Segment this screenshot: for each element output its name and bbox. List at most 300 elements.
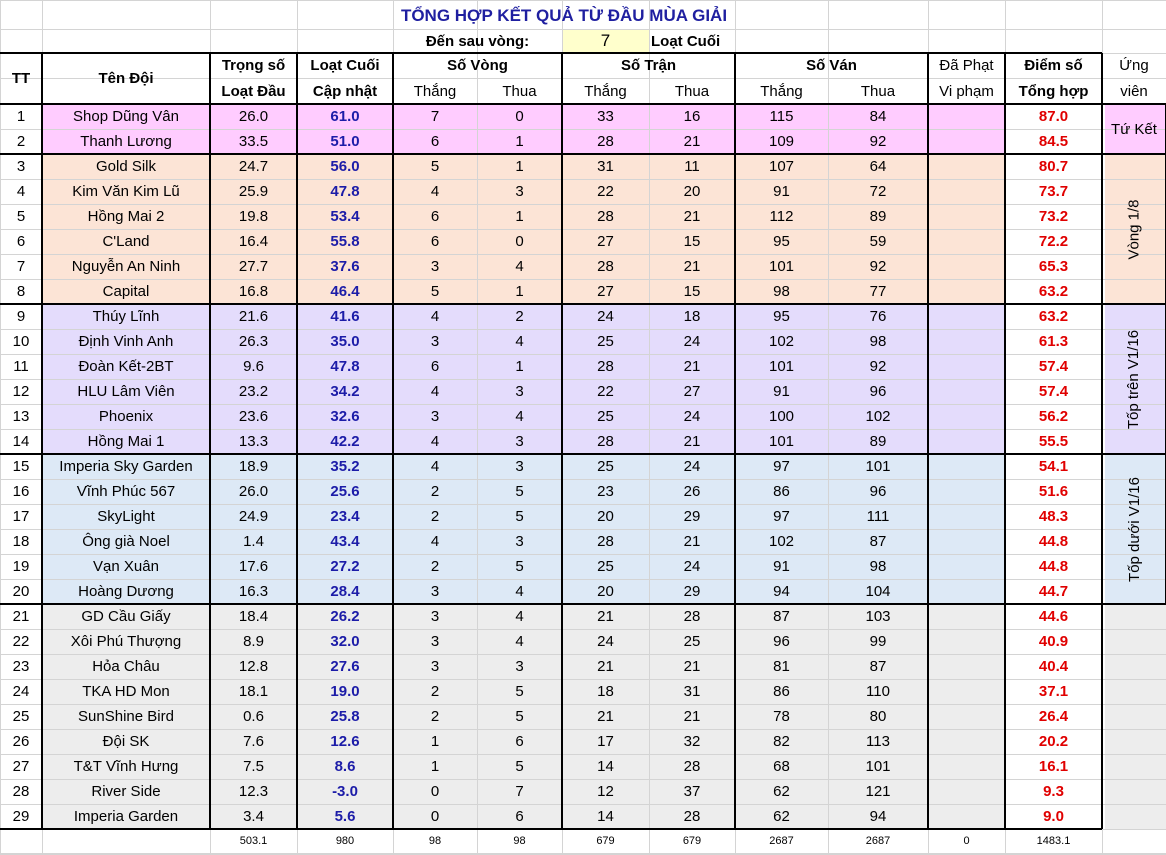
rounds-loss-cell: 1 — [515, 358, 524, 375]
games-loss-cell: 89 — [869, 433, 887, 450]
rounds-win-cell: 1 — [430, 758, 440, 775]
games-win-cell: 102 — [768, 533, 795, 550]
matches-win-cell: 33 — [597, 108, 614, 125]
penalty-cell — [928, 129, 1005, 154]
matches-win-cell: 20 — [597, 508, 614, 525]
rounds-win-cell: 2 — [430, 708, 440, 725]
matches-loss-cell: 11 — [684, 158, 700, 175]
rounds-win-cell: 2 — [430, 508, 440, 525]
last-stage-cell: 5.6 — [334, 808, 356, 825]
score-header-line2: Tổng hợp — [1018, 82, 1089, 100]
matches-loss-cell: 29 — [683, 583, 701, 600]
penalty-cell — [928, 229, 1005, 254]
loss-subheader: Thua — [860, 82, 896, 100]
score-cell: 87.0 — [1038, 108, 1069, 125]
last-stage-cell: 37.6 — [330, 258, 360, 275]
candidate-header-line1: Ứng — [1119, 57, 1149, 74]
matches-win-cell: 21 — [597, 658, 614, 675]
rounds-win-cell: 4 — [430, 533, 440, 550]
weight-cell: 12.3 — [238, 783, 269, 800]
rounds-loss-cell: 0 — [515, 108, 524, 125]
weight-cell: 9.6 — [243, 358, 264, 375]
total-last-stage-cell: 980 — [335, 835, 355, 847]
penalty-cell — [928, 504, 1005, 529]
rounds-win-cell: 4 — [430, 458, 440, 475]
total-penalty-cell: 0 — [963, 835, 970, 847]
team-name-cell: Đội SK — [102, 733, 150, 750]
score-header-line1: Điểm số — [1024, 57, 1083, 74]
tt-cell: 22 — [12, 633, 30, 650]
games-loss-cell: 92 — [869, 258, 887, 275]
penalty-cell — [928, 204, 1005, 229]
games-loss-cell: 98 — [869, 333, 887, 350]
rounds-win-cell: 5 — [430, 158, 440, 175]
games-win-cell: 107 — [768, 158, 795, 175]
games-loss-cell: 121 — [865, 783, 891, 800]
last-stage-cell: 26.2 — [330, 608, 360, 625]
rounds-loss-cell: 7 — [515, 783, 524, 800]
tt-cell: 27 — [12, 758, 30, 775]
games-loss-cell: 101 — [865, 458, 891, 475]
matches-loss-cell: 16 — [683, 108, 701, 125]
matches-win-cell: 25 — [597, 408, 614, 425]
matches-loss-cell: 18 — [683, 308, 701, 325]
games-loss-cell: 64 — [869, 158, 887, 175]
penalty-cell — [928, 779, 1005, 804]
rounds-loss-cell: 5 — [515, 483, 524, 500]
page-title: TỔNG HỢP KẾT QUẢ TỪ ĐẦU MÙA GIẢI — [400, 5, 728, 25]
team-name-cell: Capital — [102, 283, 150, 300]
games-win-cell: 96 — [773, 633, 790, 650]
games-loss-cell: 84 — [869, 108, 887, 125]
rounds-win-cell: 4 — [430, 433, 440, 450]
games-win-cell: 100 — [768, 408, 795, 425]
penalty-cell — [928, 104, 1005, 129]
weight-cell: 26.0 — [238, 108, 269, 125]
last-stage-cell: 28.4 — [330, 583, 360, 600]
games-loss-cell: 80 — [869, 708, 887, 725]
weight-cell: 0.6 — [243, 708, 264, 725]
score-cell: 20.2 — [1038, 733, 1069, 750]
score-cell: 16.1 — [1038, 758, 1069, 775]
tt-cell: 6 — [16, 233, 26, 250]
weight-cell: 3.4 — [243, 808, 264, 825]
matches-header: Số Trận — [620, 57, 676, 74]
matches-win-cell: 28 — [597, 433, 614, 450]
total-rounds-loss-cell: 98 — [513, 835, 526, 847]
games-win-cell: 101 — [768, 433, 795, 450]
rounds-win-cell: 3 — [430, 608, 440, 625]
weight-cell: 21.6 — [238, 308, 269, 325]
games-win-cell: 115 — [769, 108, 794, 125]
games-win-cell: 86 — [773, 683, 790, 700]
score-cell: 73.2 — [1038, 208, 1069, 225]
games-win-cell: 86 — [773, 483, 790, 500]
matches-win-cell: 28 — [597, 258, 614, 275]
rounds-header: Số Vòng — [447, 57, 508, 74]
last-stage-cell: 12.6 — [330, 733, 360, 750]
last-stage-cell: 23.4 — [330, 508, 360, 525]
grid-hline — [0, 0, 1166, 1]
penalty-cell — [928, 579, 1005, 604]
tt-cell: 1 — [16, 108, 26, 125]
last-stage-cell: 32.6 — [330, 408, 360, 425]
penalty-cell — [928, 629, 1005, 654]
team-name-cell: HLU Lâm Viên — [77, 383, 175, 400]
tt-cell: 19 — [12, 558, 30, 575]
tt-cell: 11 — [13, 358, 29, 375]
matches-loss-cell: 21 — [683, 533, 701, 550]
team-name-cell: Shop Dũng Vân — [73, 108, 179, 125]
last-stage-cell: -3.0 — [332, 783, 358, 800]
last-stage-cell: 19.0 — [330, 683, 360, 700]
games-win-cell: 95 — [773, 308, 790, 325]
rounds-win-cell: 0 — [430, 808, 440, 825]
team-name-cell: Thúy Lĩnh — [92, 308, 160, 325]
last-stage-cell: 25.6 — [330, 483, 360, 500]
weight-cell: 7.5 — [243, 758, 264, 775]
score-cell: 26.4 — [1038, 708, 1069, 725]
score-cell: 48.3 — [1038, 508, 1069, 525]
last-stage-cell: 35.2 — [330, 458, 360, 475]
games-loss-cell: 87 — [869, 533, 887, 550]
weight-cell: 12.8 — [238, 658, 269, 675]
games-loss-cell: 98 — [869, 558, 887, 575]
penalty-cell — [928, 154, 1005, 179]
games-header: Số Ván — [806, 57, 857, 74]
score-cell: 44.6 — [1038, 608, 1069, 625]
round-value: 7 — [600, 31, 611, 50]
matches-loss-cell: 32 — [683, 733, 701, 750]
matches-win-cell: 12 — [597, 783, 614, 800]
matches-win-cell: 25 — [597, 333, 614, 350]
last-stage-cell: 51.0 — [330, 133, 360, 150]
team-name-cell: Hỏa Châu — [92, 658, 160, 675]
weight-cell: 33.5 — [238, 133, 269, 150]
tt-cell: 28 — [12, 783, 30, 800]
rounds-win-cell: 6 — [430, 133, 440, 150]
matches-win-cell: 25 — [597, 458, 614, 475]
matches-win-cell: 21 — [597, 608, 614, 625]
team-name-cell: Hồng Mai 1 — [87, 433, 165, 450]
games-loss-cell: 89 — [869, 208, 887, 225]
rounds-win-cell: 2 — [430, 558, 440, 575]
penalty-cell — [928, 404, 1005, 429]
penalty-cell — [928, 604, 1005, 629]
team-name-cell: C'Land — [102, 233, 150, 250]
rounds-loss-cell: 1 — [515, 133, 524, 150]
matches-win-cell: 23 — [597, 483, 614, 500]
score-cell: 61.3 — [1038, 333, 1069, 350]
penalty-cell — [928, 329, 1005, 354]
matches-win-cell: 22 — [597, 183, 614, 200]
penalty-cell — [928, 454, 1005, 479]
candidate-group — [1103, 154, 1165, 304]
weight-cell: 18.4 — [238, 608, 269, 625]
games-loss-cell: 101 — [865, 758, 891, 775]
team-name-cell: River Side — [91, 783, 161, 800]
candidate-group-label: Tốp dưới V1/16 — [1125, 476, 1143, 582]
score-cell: 54.1 — [1038, 458, 1069, 475]
matches-win-cell: 24 — [597, 308, 614, 325]
matches-win-cell: 28 — [597, 133, 614, 150]
games-win-cell: 102 — [768, 333, 795, 350]
rounds-win-cell: 3 — [430, 333, 440, 350]
rounds-loss-cell: 1 — [515, 283, 524, 300]
score-cell: 72.2 — [1038, 233, 1069, 250]
score-cell: 65.3 — [1038, 258, 1069, 275]
penalty-cell — [928, 429, 1005, 454]
score-cell: 57.4 — [1038, 358, 1069, 375]
matches-win-cell: 27 — [597, 283, 614, 300]
games-win-cell: 62 — [773, 783, 790, 800]
team-name-cell: Định Vinh Anh — [78, 333, 174, 350]
penalty-cell — [928, 279, 1005, 304]
total-rounds-win-cell: 98 — [428, 835, 442, 847]
penalty-header-line2: Vi phạm — [939, 82, 994, 100]
penalty-cell — [928, 379, 1005, 404]
rounds-win-cell: 3 — [430, 258, 440, 275]
games-win-cell: 101 — [768, 258, 795, 275]
weight-cell: 25.9 — [238, 183, 269, 200]
rounds-win-cell: 3 — [430, 658, 440, 675]
tt-cell: 21 — [12, 608, 30, 625]
games-loss-cell: 72 — [869, 183, 887, 200]
score-cell: 44.8 — [1038, 558, 1069, 575]
games-win-cell: 97 — [773, 508, 790, 525]
tt-cell: 12 — [12, 383, 30, 400]
last-stage-cell: 43.4 — [330, 533, 360, 550]
penalty-cell — [928, 554, 1005, 579]
last-stage-cell: 35.0 — [330, 333, 360, 350]
matches-win-cell: 31 — [597, 158, 614, 175]
penalty-cell — [928, 304, 1005, 329]
rounds-loss-cell: 6 — [515, 733, 524, 750]
matches-win-cell: 14 — [597, 808, 614, 825]
candidate-header-line2: viên — [1120, 82, 1148, 100]
last-stage-cell: 32.0 — [330, 633, 360, 650]
matches-win-cell: 14 — [597, 758, 614, 775]
games-win-cell: 94 — [773, 583, 790, 600]
matches-loss-cell: 15 — [683, 283, 701, 300]
rounds-win-cell: 2 — [430, 683, 440, 700]
last-stage-cell: 55.8 — [330, 233, 360, 250]
win-subheader: Thắng — [584, 82, 627, 100]
rounds-win-cell: 7 — [430, 108, 440, 125]
matches-loss-cell: 21 — [683, 658, 701, 675]
matches-loss-cell: 21 — [683, 258, 701, 275]
games-loss-cell: 102 — [865, 408, 891, 425]
last-stage-cell: 53.4 — [330, 208, 360, 225]
rounds-loss-cell: 5 — [515, 758, 524, 775]
matches-loss-cell: 28 — [683, 808, 701, 825]
matches-loss-cell: 28 — [683, 758, 701, 775]
penalty-cell — [928, 679, 1005, 704]
team-name-cell: Vạn Xuân — [93, 558, 159, 575]
team-name-cell: Đoàn Kết-2BT — [78, 358, 174, 375]
matches-win-cell: 25 — [597, 558, 614, 575]
penalty-cell — [928, 354, 1005, 379]
matches-loss-cell: 21 — [683, 433, 701, 450]
weight-cell: 18.9 — [238, 458, 269, 475]
rounds-loss-cell: 4 — [515, 408, 524, 425]
tt-cell: 4 — [16, 183, 26, 200]
score-cell: 55.5 — [1038, 433, 1069, 450]
rounds-loss-cell: 6 — [515, 808, 524, 825]
tt-cell: 15 — [12, 458, 30, 475]
weight-cell: 24.9 — [238, 508, 269, 525]
matches-loss-cell: 29 — [683, 508, 701, 525]
weight-cell: 17.6 — [238, 558, 269, 575]
tt-cell: 10 — [12, 333, 30, 350]
total-games-loss-cell: 2687 — [865, 835, 891, 847]
matches-loss-cell: 21 — [683, 708, 701, 725]
rounds-loss-cell: 4 — [515, 258, 524, 275]
games-win-cell: 112 — [769, 208, 794, 225]
matches-win-cell: 28 — [597, 533, 614, 550]
win-subheader: Thắng — [760, 82, 803, 100]
tt-cell: 18 — [12, 533, 30, 550]
last-stage-cell: 46.4 — [330, 283, 360, 300]
penalty-cell — [928, 754, 1005, 779]
tt-cell: 9 — [16, 308, 26, 325]
penalty-cell — [928, 254, 1005, 279]
rounds-loss-cell: 5 — [515, 508, 524, 525]
weight-cell: 13.3 — [238, 433, 269, 450]
matches-win-cell: 22 — [597, 383, 614, 400]
weight-cell: 23.6 — [238, 408, 269, 425]
last-stage-cell: 41.6 — [330, 308, 360, 325]
matches-loss-cell: 26 — [683, 483, 701, 500]
games-loss-cell: 92 — [869, 133, 887, 150]
penalty-cell — [928, 179, 1005, 204]
tt-cell: 26 — [12, 733, 30, 750]
tt-cell: 17 — [12, 508, 30, 525]
rounds-loss-cell: 5 — [515, 558, 524, 575]
weight-cell: 8.9 — [243, 633, 264, 650]
win-subheader: Thắng — [413, 82, 457, 100]
rounds-win-cell: 3 — [430, 583, 440, 600]
candidate-group-label: Tứ Kết — [1111, 120, 1157, 138]
team-name-cell: Imperia Sky Garden — [59, 458, 193, 475]
rounds-loss-cell: 3 — [515, 533, 524, 550]
rounds-loss-cell: 3 — [515, 383, 524, 400]
games-win-cell: 109 — [768, 133, 795, 150]
matches-loss-cell: 21 — [683, 133, 701, 150]
tt-cell: 29 — [12, 808, 30, 825]
total-matches-loss-cell: 679 — [682, 835, 702, 847]
rounds-win-cell: 3 — [430, 633, 440, 650]
matches-loss-cell: 25 — [683, 633, 701, 650]
total-weight-cell: 503.1 — [239, 835, 268, 847]
total-score-cell: 1483.1 — [1036, 835, 1071, 847]
weight-cell: 16.4 — [238, 233, 269, 250]
tt-cell: 13 — [12, 408, 30, 425]
matches-loss-cell: 31 — [683, 683, 701, 700]
rounds-win-cell: 2 — [430, 483, 440, 500]
games-loss-cell: 76 — [869, 308, 887, 325]
games-win-cell: 91 — [773, 383, 790, 400]
rounds-win-cell: 4 — [430, 383, 440, 400]
penalty-header-line1: Đã Phạt — [939, 57, 994, 74]
games-loss-cell: 92 — [869, 358, 887, 375]
games-win-cell: 101 — [768, 358, 795, 375]
weight-cell: 24.7 — [238, 158, 269, 175]
rounds-loss-cell: 4 — [515, 608, 524, 625]
games-loss-cell: 87 — [869, 658, 887, 675]
last-stage-cell: 27.6 — [330, 658, 360, 675]
penalty-cell — [928, 704, 1005, 729]
matches-loss-cell: 20 — [683, 183, 701, 200]
games-win-cell: 62 — [773, 808, 790, 825]
weight-cell: 7.6 — [243, 733, 264, 750]
tt-cell: 5 — [16, 208, 26, 225]
candidate-group-background — [1105, 604, 1166, 829]
last-stage-cell: 47.8 — [330, 183, 360, 200]
matches-win-cell: 18 — [597, 683, 614, 700]
score-cell: 63.2 — [1038, 283, 1069, 300]
weight-cell: 26.0 — [238, 483, 269, 500]
last-stage-header-line1: Loạt Cuối — [310, 57, 380, 74]
total-matches-win-cell: 679 — [596, 835, 615, 847]
rounds-loss-cell: 4 — [515, 333, 524, 350]
games-loss-cell: 103 — [865, 608, 891, 625]
rounds-win-cell: 1 — [430, 733, 440, 750]
games-loss-cell: 99 — [869, 633, 887, 650]
games-win-cell: 87 — [773, 608, 790, 625]
score-cell: 37.1 — [1038, 683, 1069, 700]
rounds-loss-cell: 5 — [515, 708, 524, 725]
score-cell: 84.5 — [1038, 133, 1069, 150]
matches-loss-cell: 21 — [683, 208, 701, 225]
matches-win-cell: 21 — [597, 708, 614, 725]
games-win-cell: 91 — [773, 558, 790, 575]
penalty-cell — [928, 804, 1005, 829]
score-cell: 44.8 — [1038, 533, 1069, 550]
matches-loss-cell: 27 — [683, 383, 701, 400]
score-cell: 57.4 — [1038, 383, 1069, 400]
tt-cell: 14 — [12, 433, 30, 450]
penalty-cell — [928, 654, 1005, 679]
tt-cell: 8 — [16, 283, 26, 300]
score-cell: 63.2 — [1038, 308, 1069, 325]
rounds-win-cell: 5 — [430, 283, 440, 300]
tt-cell: 2 — [16, 133, 26, 150]
matches-win-cell: 28 — [597, 208, 614, 225]
weight-cell: 27.7 — [238, 258, 269, 275]
score-cell: 44.7 — [1038, 583, 1069, 600]
last-stage-cell: 61.0 — [330, 108, 360, 125]
rounds-loss-cell: 4 — [515, 583, 524, 600]
round-label: Đến sau vòng: — [425, 32, 530, 50]
games-win-cell: 81 — [773, 658, 790, 675]
matches-loss-cell: 24 — [683, 408, 701, 425]
weight-cell: 1.4 — [243, 533, 264, 550]
rounds-loss-cell: 2 — [515, 308, 524, 325]
matches-win-cell: 28 — [597, 358, 614, 375]
rounds-loss-cell: 3 — [515, 183, 524, 200]
rounds-loss-cell: 3 — [515, 658, 524, 675]
matches-win-cell: 17 — [597, 733, 614, 750]
games-loss-cell: 94 — [869, 808, 887, 825]
matches-win-cell: 24 — [597, 633, 614, 650]
candidate-group — [1103, 104, 1165, 154]
rounds-win-cell: 0 — [430, 783, 440, 800]
rounds-win-cell: 4 — [430, 183, 440, 200]
rounds-win-cell: 4 — [430, 308, 440, 325]
weight-cell: 16.3 — [238, 583, 269, 600]
team-name-cell: SunShine Bird — [78, 708, 174, 725]
